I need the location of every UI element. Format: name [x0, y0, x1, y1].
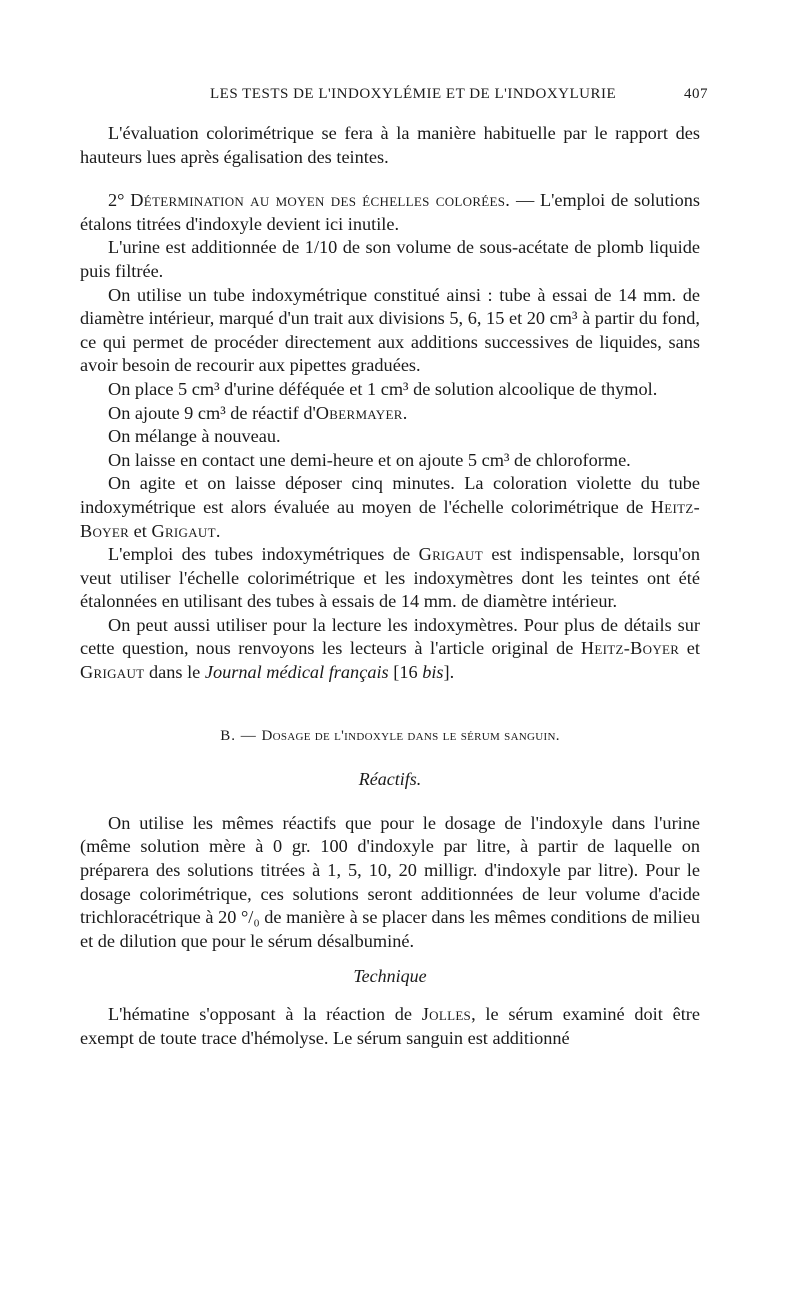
section-heading-b: B. — Dosage de l'indoxyle dans le sérum sanguin. — [220, 727, 560, 744]
author-name: Grigaut — [418, 544, 483, 565]
paragraph: L'hématine s'opposant à la réaction de Jolles, le sérum examiné doit être exempt de toute trace d'hémolyse. Le sérum sanguin est additionné — [80, 1004, 700, 1048]
subheading-technique: Technique — [353, 966, 427, 987]
running-title: LES TESTS DE L'INDOXYLÉMIE ET DE L'INDOXYLURIE — [210, 86, 617, 102]
paragraph: L'évaluation colorimétrique se fera à la manière habituelle par le rapport des hauteurs lues après égalisation des teintes. — [80, 123, 700, 167]
paragraph: On mélange à nouveau. — [108, 426, 281, 447]
author-name: Heitz-Boyer — [580, 638, 680, 659]
paragraph: L'emploi des tubes indoxymétriques de Grigaut est indispensable, lorsqu'on veut utiliser l'échelle colorimétrique et les indoxymètres dont les teintes ont été étalonnées en utilisant des tubes à essais de 14 mm. de diamètre intérieur. — [80, 544, 700, 612]
author-name: Jolles — [421, 1004, 472, 1024]
reference-number: 16 — [399, 662, 423, 683]
author-name: Obermayer — [315, 402, 403, 423]
method-number: 2° — [108, 190, 125, 211]
paragraph: On utilise un tube indoxymétrique constitué ainsi : tube à essai de 14 mm. de diamètre intérieur, marqué d'un trait aux divisions 5, 6, 15 et 20 cm³ à partir du fond, ce qui permet de procéder directement aux additions successives de liquides, sans avoir besoin de recourir aux pipettes graduées. — [80, 284, 700, 376]
paragraph-method-2: 2° Détermination au moyen des échelles colorées. — L'emploi de solutions étalons titrées d'indoxyle devient ici inutile. — [80, 190, 700, 234]
running-header — [80, 86, 708, 110]
paragraph: L'urine est additionnée de 1/10 de son volume de sous-acétate de plomb liquide puis filtrée. — [80, 237, 700, 281]
paragraph: On ajoute 9 cm³ de réactif d'Obermayer. — [108, 402, 408, 423]
journal-title: Journal médical français — [204, 662, 389, 683]
author-name: Heitz-Boyer — [80, 496, 700, 541]
paragraph: On laisse en contact une demi-heure et on ajoute 5 cm³ de chloroforme. — [108, 449, 631, 470]
body-text — [80, 122, 700, 1050]
author-name: Grigaut — [80, 662, 145, 683]
paragraph: On peut aussi utiliser pour la lecture les indoxymètres. Pour plus de détails sur cette question, nous renvoyons les lecteurs à l'article original de Heitz-Boyer et Grigaut dans le Journal médical français [16 bis]. — [80, 614, 701, 683]
method-heading: Détermination au moyen des échelles colorées. — [130, 190, 511, 211]
author-name: Grigaut — [151, 520, 216, 541]
paragraph: On utilise les mêmes réactifs que pour le dosage de l'indoxyle dans l'urine (même solution mère à 0 gr. 100 d'indoxyle par litre, à partir de laquelle on préparera des solutions titrées à 1, 5, 10, 20 milligr. d'indoxyle par litre). Pour le dosage colorimétrique, ces solutions seront additionnées de leur volume d'acide trichloracétrique à 20 °/₀ de manière à se placer dans les mêmes conditions de milieu et de dilution que pour le sérum désalbuminé. — [80, 812, 700, 951]
paragraph: On agite et on laisse déposer cinq minutes. La coloration violette du tube indoxymétrique est alors évaluée au moyen de l'échelle colorimétrique de Heitz-Boyer et Grigaut. — [80, 473, 700, 541]
paragraph: On place 5 cm³ d'urine déféquée et 1 cm³ de solution alcoolique de thymol. — [108, 378, 658, 399]
subheading-reactifs: Réactifs. — [358, 769, 422, 790]
page-number: 407 — [684, 86, 708, 102]
